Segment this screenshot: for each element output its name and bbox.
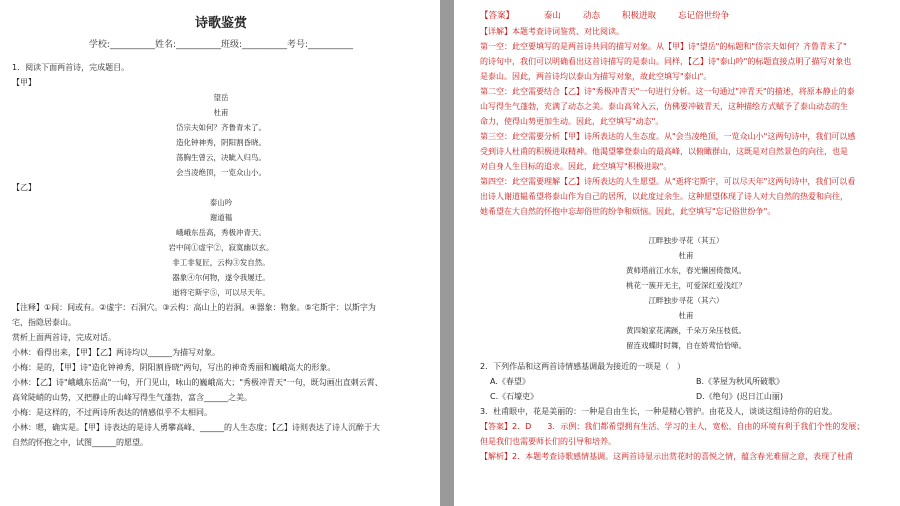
detail-block — [480, 24, 892, 219]
detail-line: 第一空：此空要填写的是两首诗共同的描写对象。从【甲】诗"望岳"的标题和"岱宗夫如何？齐鲁青未了" — [480, 42, 847, 51]
q2-option: C.《石壕吏》 — [490, 392, 539, 401]
student-info-line: 学校:__________姓名:__________班级:__________考号:__________ — [88, 40, 354, 50]
poem1-line: 会当凌绝顶，一览众山小。 — [176, 168, 266, 177]
answer-label: 【答案】 — [480, 11, 515, 21]
answer-row — [480, 8, 892, 24]
q2-option: A.《春望》 — [490, 377, 530, 386]
question-3: 3．杜甫眼中，花是美丽的：一种是自由生长，一种是精心管护。由花及人，谈谈这组诗给你的启发。 — [480, 407, 838, 416]
poem2-line: 逝将宅斯宇⑤，可以尽天年。 — [172, 288, 270, 297]
poem1-line: 荡胸生曾云，决眦入归鸟。 — [176, 153, 266, 162]
analysis-line: 【解析】2．本题考查诗歌感情基调。这两首诗显示出赏花时的喜悦之情，蕴含春光难留之意，表现了杜甫 — [480, 452, 854, 461]
dialog-line: 赏析上面两首诗，完成对话。 — [12, 333, 116, 342]
poem3-line: 黄师塔前江水东，春光懒困倚微风。 — [626, 266, 746, 275]
q2-option: B.《茅屋为秋风所破歌》 — [696, 377, 785, 386]
answer-item: 泰山 — [544, 11, 562, 21]
question-2: 2．下列作品和这两首诗情感基调最为接近的一项是（ ） — [480, 362, 686, 371]
notes-line: 【注释】①间：间或有。②虚宇：石洞穴。③云构：高山上的岩洞。④器象：物象。⑤宅斯宇：以斯字为 — [12, 303, 376, 312]
poem2-title: 泰山吟 — [209, 198, 233, 207]
answer-item: 积极进取 — [622, 11, 657, 21]
poem2-line: 峨峨东岳高，秀极冲青天。 — [176, 228, 266, 237]
page-title: 诗歌鉴赏 — [194, 16, 247, 31]
detail-line: 【详解】本题考查诗词鉴赏、对比阅读。 — [480, 27, 624, 36]
answer2-block — [480, 419, 892, 464]
poem4-line: 黄四娘家花满蹊，千朵万朵压枝低。 — [626, 326, 746, 335]
detail-line: 山写得生气蓬勃，充满了动态之美。泰山高耸入云，仿佛要冲破青天，这种描绘方式赋予了泰山动态的生 — [480, 102, 848, 111]
poem1-line: 造化钟神秀，阴阳割昏晓。 — [176, 138, 266, 147]
label-yi: 【乙】 — [12, 183, 36, 192]
detail-line: 第二空：此空需要结合【乙】诗"秀极冲青天"一句进行分析。这一句通过"冲青天"的描述，将原本静止的泰 — [480, 87, 855, 96]
poem3-line: 桃花一簇开无主，可爱深红爱浅红？ — [626, 281, 746, 290]
dialog-line: 小林：看得出来，【甲】【乙】两诗均以______为描写对象。 — [12, 348, 220, 357]
answer2-line: 【答案】2．D 3．示例：我们都希望拥有生活、学习的主人，宽松、自由的环境有利于我们个性的发展； — [480, 422, 865, 431]
poem4-line: 留连戏蝶时时舞，自在娇莺恰恰啼。 — [626, 341, 746, 350]
detail-line: 命力，使得山势更加生动。因此，此空填写"动态"。 — [480, 117, 664, 126]
poem1-author: 杜甫 — [213, 108, 229, 117]
detail-line: 出诗人谢道韫希望将泰山作为自己的居所，以此度过余生。这种愿望体现了诗人对大自然的热爱和向往， — [480, 192, 848, 201]
notes-line: 宅，指隐居泰山。 — [12, 318, 76, 327]
poem1-title: 望岳 — [213, 93, 229, 102]
detail-line: 她希望在大自然的怀抱中忘却俗世的纷争和烦恼。因此，此空填写"忘记俗世纷争"。 — [480, 207, 776, 216]
detail-line: 是泰山。因此，两首诗均以泰山为描写对象，故此空填写"泰山"。 — [480, 72, 712, 81]
detail-line: 受到诗人杜甫的积极进取精神。他渴望攀登泰山的最高峰，以俯瞰群山，这既是对自然景色的向往，也是 — [480, 147, 848, 156]
label-jia: 【甲】 — [12, 78, 36, 87]
dialog-line: 高耸陡峭的山势，又把静止的山峰写得生气蓬勃，富含______之美。 — [12, 393, 252, 402]
q2-options-row — [480, 389, 892, 404]
poem2-line: 器象④尔何物，遂令我屡迁。 — [172, 273, 270, 282]
question-1: 1．阅读下面两首诗，完成题目。 — [12, 63, 130, 72]
detail-line: 的诗句中，我们可以明确看出这首诗描写的是泰山。同样，【乙】诗"泰山吟"的标题直接点明了描写对象也 — [480, 57, 852, 66]
poem1-line: 岱宗夫如何？齐鲁青未了。 — [176, 123, 266, 132]
poem4-author: 杜甫 — [678, 311, 694, 320]
poem2-author: 谢道韫 — [209, 213, 233, 222]
dialog-line: 小林：嗯，确实是。【甲】诗表达的是诗人勇攀高峰、______的人生态度；【乙】诗则表达了诗人沉醉于大 — [12, 423, 380, 432]
dialog-line: 自然的怀抱之中，试图______的愿望。 — [12, 438, 148, 447]
q2-option: D.《绝句》(迟日江山丽) — [696, 392, 783, 401]
poem2-line: 岩中间①虚宇②，寂寞幽以玄。 — [168, 243, 274, 252]
answer-item: 忘记俗世纷争 — [678, 11, 730, 21]
poem3-author: 杜甫 — [678, 251, 694, 260]
dialog-line: 小林：【乙】诗"峨峨东岳高"一句，开门见山，咏山的巍峨高大；"秀极冲青天"一句，既勾画出直刺云霄、 — [12, 378, 383, 387]
right-page — [454, 0, 900, 506]
dialog-line: 小梅：是的，【甲】诗"造化钟神秀，阴阳割昏晓"两句，写出的神奇秀丽和巍峨高大的形象。 — [12, 363, 336, 372]
detail-line: 第四空：此空需要理解【乙】诗所表达的人生愿望。从"逝将宅斯宇，可以尽天年"这两句诗中，我们可以看 — [480, 177, 856, 186]
poem2-line: 非工非复匠，云构③发自然。 — [172, 258, 270, 267]
poem4-title: 江畔独步寻花（其六） — [648, 296, 724, 305]
left-page — [0, 0, 440, 506]
detail-line: 第三空：此空需要分析【甲】诗所表达的人生态度。从"会当凌绝顶，一览众山小"这两句诗中，我们可以感 — [480, 132, 856, 141]
dialog-line: 小梅：是这样的，不过两诗所表达的情感似乎不太相同。 — [12, 408, 212, 417]
q2-options-row — [480, 374, 892, 389]
answer-item: 动态 — [583, 11, 601, 21]
poem3-title: 江畔独步寻花（其五） — [648, 236, 724, 245]
detail-line: 对自身人生目标的追求。因此，此空填写"积极进取"。 — [480, 162, 672, 171]
answer2-line: 但是我们也需要师长们的引导和培养。 — [480, 437, 616, 446]
